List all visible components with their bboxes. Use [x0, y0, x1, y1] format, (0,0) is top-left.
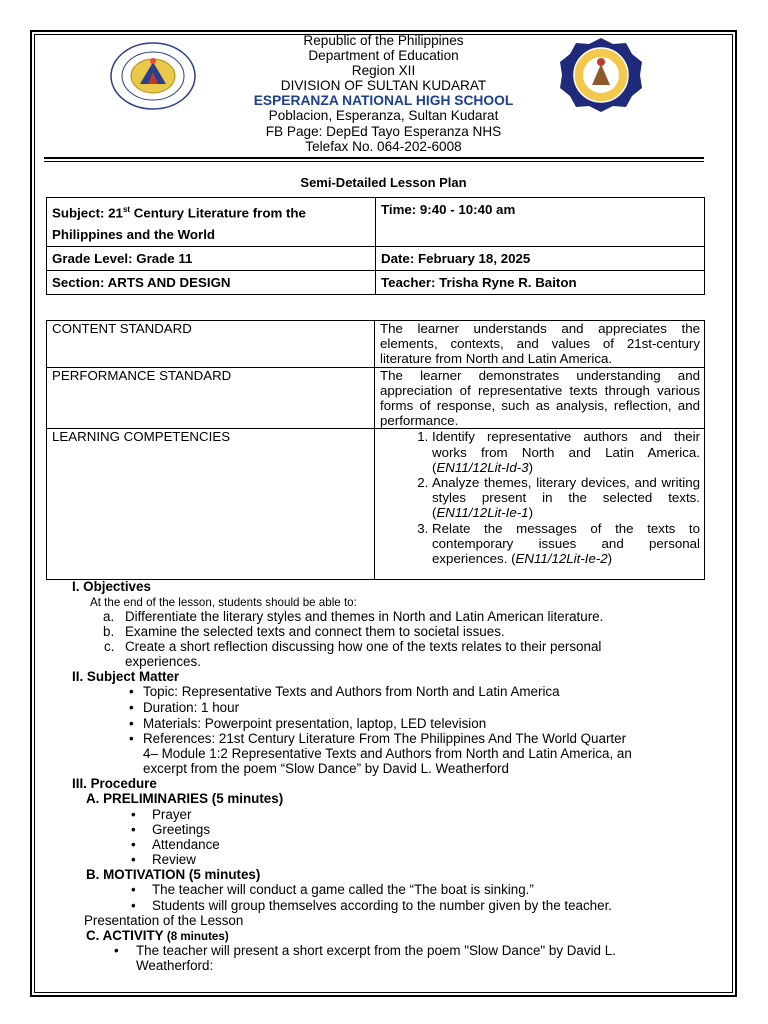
bullet-icon: • [131, 882, 136, 897]
bullet-icon: • [129, 684, 134, 699]
performance-standard-text: The learner demonstrates understanding and appreciation of representative texts through various forms of response, such as analysis, reflection, and performance. [375, 367, 705, 429]
performance-standard-label: PERFORMANCE STANDARD [47, 367, 375, 429]
objective-item: Examine the selected texts and connect them to societal issues. [125, 624, 505, 639]
objective-item: Create a short reflection discussing how one of the texts relates to their personal [125, 639, 602, 654]
objectives-intro: At the end of the lesson, students should be able to: [90, 596, 357, 609]
school-address: Poblacion, Esperanza, Sultan Kudarat [268, 108, 499, 124]
motivation-item: The teacher will conduct a game called the “The boat is sinking.” [152, 882, 534, 897]
objective-marker: c. [104, 639, 115, 654]
objectives-heading: I. Objectives [72, 579, 151, 594]
prelim-item: Review [152, 852, 196, 867]
procedure-heading: III. Procedure [72, 776, 157, 791]
motivation-heading: B. MOTIVATION (5 minutes) [86, 867, 261, 882]
bullet-icon: • [131, 852, 136, 867]
competency-item: 3. Relate the messages of the texts to contemporary issues and personal experiences. (EN11/12Lit-Ie-2) [432, 521, 700, 567]
subject-matter-heading: II. Subject Matter [72, 669, 180, 684]
lesson-info-table [46, 197, 705, 295]
content-standard-label: CONTENT STANDARD [47, 321, 375, 368]
bullet-icon: • [129, 700, 134, 715]
prelim-item: Greetings [152, 822, 211, 837]
materials-item: Materials: Powerpoint presentation, laptop, LED television [143, 716, 487, 731]
bullet-icon: • [131, 837, 136, 852]
references-item: References: 21st Century Literature From The Philippines And The World Quarter [143, 731, 627, 746]
lesson-plan-title: Semi-Detailed Lesson Plan [300, 175, 467, 190]
competency-item: 1. Identify representative authors and their works from North and Latin America. (EN11/12Lit-Id-3) [432, 429, 700, 475]
bullet-icon: • [131, 898, 136, 913]
header-line: Region XII [351, 63, 416, 79]
school-name: ESPERANZA NATIONAL HIGH SCHOOL [253, 93, 514, 109]
objective-item-cont: experiences. [125, 654, 201, 669]
grade-cell: Grade Level: Grade 11 [47, 247, 376, 271]
topic-item: Topic: Representative Texts and Authors from North and Latin America [143, 684, 560, 699]
activity-item-cont: Weatherford: [136, 958, 214, 973]
bullet-icon: • [131, 822, 136, 837]
competency-item: 2. Analyze themes, literary devices, and writing styles present in the selected texts. (EN11/12Lit-Ie-1) [432, 475, 700, 521]
subject-cell: Subject: 21st Century Literature from the Philippines and the World [47, 198, 376, 247]
content-standard-text: The learner understands and appreciates the elements, contexts, and values of 21st-century literature from North and Latin America. [375, 321, 705, 368]
telefax: Telefax No. 064-202-6008 [305, 138, 462, 154]
bullet-icon: • [129, 716, 134, 731]
prelim-item: Attendance [152, 837, 220, 852]
objective-marker: b. [103, 624, 115, 639]
competencies-label: LEARNING COMPETENCIES [47, 429, 375, 580]
section-cell: Section: ARTS AND DESIGN [47, 271, 376, 295]
prelim-item: Prayer [152, 807, 192, 822]
competencies-list-cell [375, 429, 705, 580]
school-header [36, 33, 731, 154]
activity-heading: C. ACTIVITY (8 minutes) [86, 928, 229, 943]
references-item-cont: excerpt from the poem “Slow Dance” by David L. Weatherford [143, 761, 509, 776]
motivation-item: Students will group themselves according to the number given by the teacher. [152, 898, 613, 913]
activity-item: The teacher will present a short excerpt from the poem "Slow Dance" by David L. [136, 943, 616, 958]
header-rule [44, 157, 704, 159]
bullet-icon: • [131, 807, 136, 822]
references-item-cont: 4– Module 1:2 Representative Texts and Authors from North and Latin America, an [143, 746, 632, 761]
preliminaries-heading: A. PRELIMINARIES (5 minutes) [86, 791, 284, 806]
bullet-icon: • [129, 731, 134, 746]
standards-table [46, 320, 705, 580]
date-cell: Date: February 18, 2025 [376, 247, 705, 271]
time-cell: Time: 9:40 - 10:40 am [376, 198, 705, 247]
header-rule [44, 161, 704, 162]
header-line: Department of Education [308, 48, 459, 64]
competencies-list [380, 429, 700, 566]
fb-page: FB Page: DepEd Tayo Esperanza NHS [265, 123, 502, 139]
teacher-cell: Teacher: Trisha Ryne R. Baiton [376, 271, 705, 295]
objective-item: Differentiate the literary styles and themes in North and Latin American literature. [125, 609, 604, 624]
presentation-heading: Presentation of the Lesson [84, 913, 244, 928]
header-line: Republic of the Philippines [303, 33, 464, 48]
header-line: DIVISION OF SULTAN KUDARAT [280, 78, 487, 94]
bullet-icon: • [114, 943, 119, 958]
objective-marker: a. [103, 609, 115, 624]
duration-item: Duration: 1 hour [143, 700, 240, 715]
